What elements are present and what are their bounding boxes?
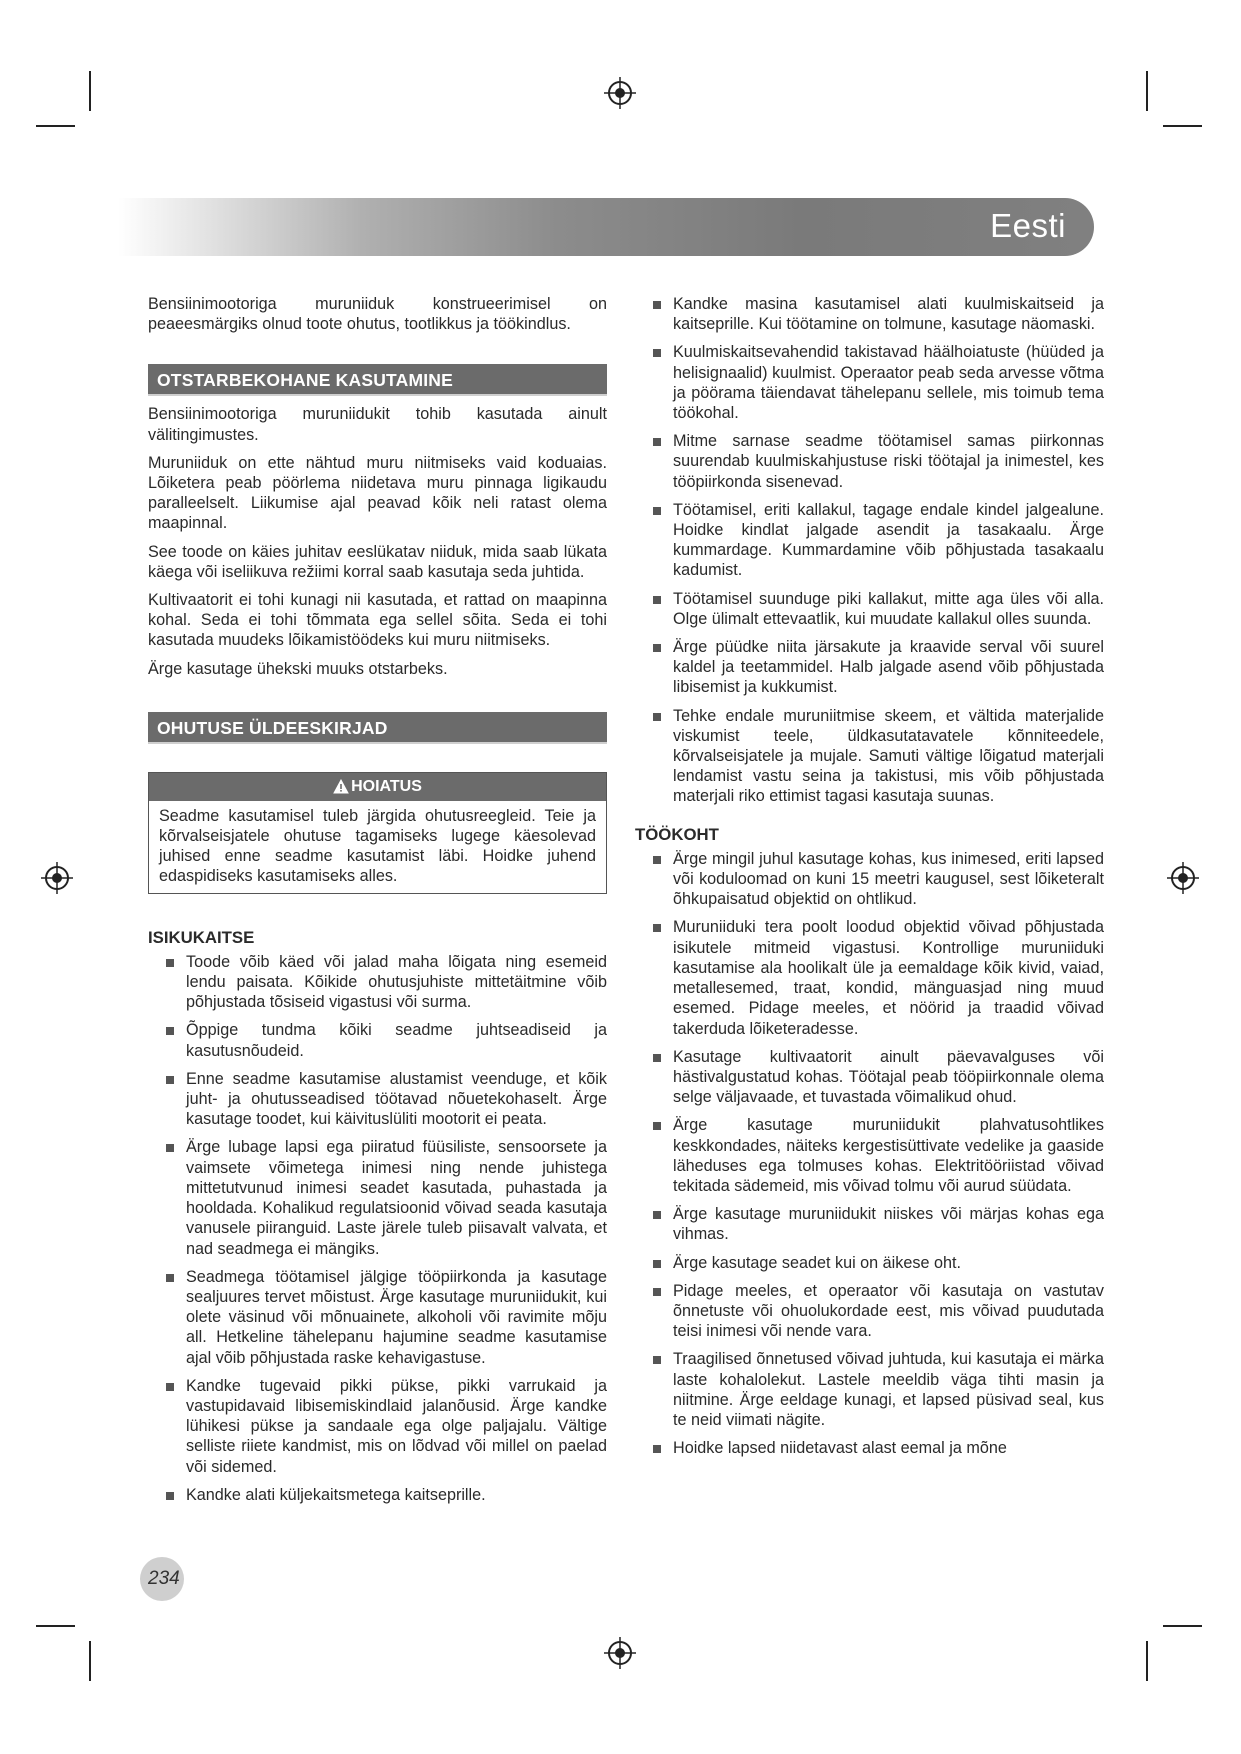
list-item: Muruniiduki tera poolt loodud objektid võivad põhjustada isikutele mitmeid vigastusi. Kontrollige muruniiduki kasutamise ala hoolikalt üle ja eemaldage kõik kivid, vaiad, metallesemed, traat, kondid, mänguasjad ning muud esemed. Pidage meeles, et nöörid ja traadid võivad takerduda lõiketeradesse. <box>651 917 1104 1038</box>
list-item: Pidage meeles, et operaator või kasutaja on vastutav õnnetuste või ohuolukordade eest, mis võivad puudutada teisi inimesi või nende vara. <box>651 1281 1104 1342</box>
list-item: Enne seadme kasutamise alustamist veenduge, et kõik juht- ja ohutusseadised töötavad nõuetekohaselt. Ärge kasutage toodet, kui käivituslüliti mootorit ei peata. <box>164 1069 607 1130</box>
bullet-list <box>635 294 1104 807</box>
crop-mark <box>36 125 75 127</box>
warning-header <box>149 773 606 801</box>
intro-paragraph: Bensiinimootoriga muruniiduk konstrueerimisel on peaeesmärgiks olnud toote ohutus, tootlikkus ja töökindlus. <box>148 295 607 334</box>
warning-text: Seadme kasutamisel tuleb järgida ohutusreegleid. Teie ja kõrvalseisjatele ohutuse tagamiseks lugege käesolevad juhised enne seadme kasutamist läbi. Hoidke juhend edaspidiseks kasutamiseks alles. <box>159 806 596 886</box>
paragraph: See toode on käies juhitav eeslükatav niiduk, mida saab lükata käega või iseliikuva režiimi korral saab kasutaja seda juhtida. <box>148 542 607 581</box>
right-column <box>635 294 1104 1466</box>
bullet-list <box>635 849 1104 1458</box>
crop-mark <box>36 1625 75 1627</box>
crop-mark <box>89 1641 91 1681</box>
list-item: Kuulmiskaitsevahendid takistavad häälhoiatuste (hüüded ja helisignaalid) kuulmist. Operaator peab seda arvesse võtma ja pöörama täiendavat tähelepanu sellele, mis toimub tema töökohal. <box>651 342 1104 423</box>
crop-mark <box>89 71 91 111</box>
warning-triangle-icon <box>333 779 349 794</box>
crop-mark <box>1146 71 1148 111</box>
crop-mark <box>1146 1641 1148 1681</box>
registration-mark-icon <box>603 1636 637 1670</box>
crop-mark <box>1163 125 1202 127</box>
list-item: Kandke tugevaid pikki pükse, pikki varrukaid ja vastupidavaid libisemiskindlaid jalanõusid. Ärge kandke lühikesi pükse ja sandaale ega olge paljajalu. Vältige selliste riiete kandmist, mis on lõdvad või millel on paelad või sidemed. <box>164 1376 607 1477</box>
list-item: Toode võib käed või jalad maha lõigata ning esemeid lendu paisata. Kõikide ohutusjuhiste mittetäitmine võib põhjustada tõsiseid vigastusi või surma. <box>164 952 607 1013</box>
page-number: 234 <box>148 1568 180 1589</box>
list-item: Ärge kasutage muruniidukit plahvatusohtlikes keskkondades, näiteks kergestisüttivate vedelike ja gaaside läheduses ega tolmuses kohas. Elektritööriistad võivad tekitada sädemeid, mis võivad tolmu või aurud süüdata. <box>651 1115 1104 1196</box>
bullet-list <box>148 952 607 1505</box>
paragraph: Bensiinimootoriga muruniidukit tohib kasutada ainult välitingimustes. <box>148 405 607 444</box>
list-item: Ärge kasutage muruniidukit niiskes või märjas kohas ega vihmas. <box>651 1204 1104 1244</box>
list-item: Õppige tundma kõiki seadme juhtseadiseid ja kasutusnõudeid. <box>164 1020 607 1060</box>
list-item: Ärge püüdke niita järsakute ja kraavide serval või suurel kaldel ja teetammidel. Halb jalgade asend võib põhjustada libisemist ja kukkumist. <box>651 637 1104 698</box>
list-item: Seadmega töötamisel jälgige tööpiirkonda ja kasutage sealjuures tervet mõistust. Ärge kasutage muruniidukit, kui olete väsinud või mõnuainete, alkoholi või ravimite mõju all. Hetkeline tähelepanu hajumine seadme kasutamise ajal võib põhjustada raske kehavigastuse. <box>164 1267 607 1368</box>
section-heading-intended-use: OTSTARBEKOHANE KASUTAMINE <box>148 364 607 396</box>
crop-mark <box>1163 1625 1202 1627</box>
warning-box <box>148 772 607 894</box>
list-item: Traagilised õnnetused võivad juhtuda, kui kasutaja ei märka laste kohalolekut. Lastele meeldib väga tihti masin ja niitmine. Ärge eeldage kunagi, et lapsed püsivad seal, kus te neid viimati nägite. <box>651 1349 1104 1430</box>
subheading-personal-protection: ISIKUKAITSE <box>148 927 255 947</box>
list-item: Töötamisel suunduge piki kallakut, mitte aga üles või alla. Olge ülimalt ettevaatlik, kui muudate kallakul olles suunda. <box>651 589 1104 629</box>
list-item: Ärge kasutage seadet kui on äikese oht. <box>651 1253 1104 1273</box>
list-item: Kasutage kultivaatorit ainult päevavalguses või hästivalgustatud kohas. Töötajal peab tööpiirkonnale olema selge väljavaade, et tuvastada võimalikud ohud. <box>651 1047 1104 1108</box>
registration-mark-icon <box>1166 861 1200 895</box>
paragraph: Ärge kasutage ühekski muuks otstarbeks. <box>148 659 448 678</box>
left-column <box>148 294 607 1513</box>
section-heading-safety: OHUTUSE ÜLDEESKIRJAD <box>148 712 607 744</box>
registration-mark-icon <box>40 861 74 895</box>
page-number-badge <box>140 1557 184 1601</box>
list-item: Kandke masina kasutamisel alati kuulmiskaitseid ja kaitseprille. Kui töötamine on tolmune, kasutage näomaski. <box>651 294 1104 334</box>
language-banner <box>118 198 1094 256</box>
registration-mark-icon <box>603 76 637 110</box>
paragraph: Muruniiduk on ette nähtud muru niitmiseks vaid koduaias. Lõiketera peab pöörlema niidetava muru pinnaga ligikaudu paralleelselt. Liikumise ajal peavad kõik neli ratast olema maapinnal. <box>148 453 607 533</box>
list-item: Tehke endale muruniitmise skeem, et vältida materjalide viskumist teele, üldkasutatavatele kõnniteedele, kõrvalseisjatele ja mujale. Samuti vältige lõigatud materjali lendamist vastu seina ja takistusi, mis võib põhjustada materjali riko ettimist tagasi kasutaja suunas. <box>651 706 1104 807</box>
paragraph: Kultivaatorit ei tohi kunagi nii kasutada, et rattad on maapinna kohal. Seda ei tohi tõmmata ega sellel sõita. Seda ei tohi kasutada muudeks lõikamistöödeks kui muru niitmiseks. <box>148 591 607 650</box>
list-item: Töötamisel, eriti kallakul, tagage endale kindel jalgealune. Hoidke kindlat jalgade asendit ja tasakaalu. Ärge kummardage. Kummardamine võib põhjustada tasakaalu kadumist. <box>651 500 1104 581</box>
list-item: Hoidke lapsed niidetavast alast eemal ja mõne <box>651 1438 1104 1458</box>
list-item: Kandke alati küljekaitsmetega kaitseprille. <box>164 1485 607 1505</box>
list-item: Ärge mingil juhul kasutage kohas, kus inimesed, eriti lapsed või koduloomad on kuni 15 meetri kaugusel, sest lõiketeralt õhkupaisatud objektid on ohtlikud. <box>651 849 1104 910</box>
warning-title: HOIATUS <box>351 778 422 796</box>
subheading-workplace: TÖÖKOHT <box>635 824 719 844</box>
list-item: Mitme sarnase seadme töötamisel samas piirkonnas suurendab kuulmiskahjustuse riski töötajal ja inimestel, kes tööpiirkonda sisenevad. <box>651 431 1104 492</box>
language-title: Eesti <box>990 207 1066 244</box>
list-item: Ärge lubage lapsi ega piiratud füüsiliste, sensoorsete ja vaimsete võimetega inimesi ning nende juhistega mittetutvunud inimesi seadet kasutada, puhastada ja hooldada. Kohalikud regulatsioonid võivad seada kasutaja vanusele piiranguid. Laste järele tuleb piisavalt valvata, et nad seadmega ei mängiks. <box>164 1137 607 1258</box>
